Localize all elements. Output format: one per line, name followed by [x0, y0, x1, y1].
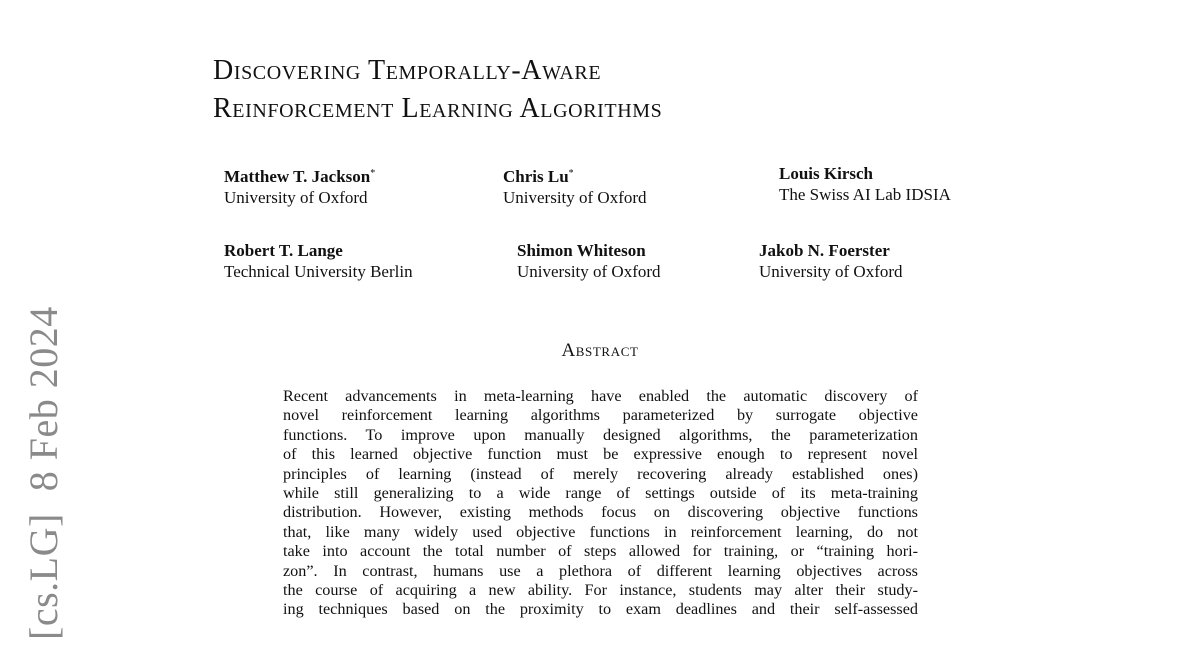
abstract-line: principles of learning (instead of merely recovering already established ones) — [283, 464, 918, 483]
paper-title-line-1: Discovering Temporally-Aware — [213, 55, 602, 86]
abstract-line: ing techniques based on the proximity to exam deadlines and their self-assessed — [283, 600, 918, 619]
abstract-line: zon”. In contrast, humans use a plethora of different learning objectives across — [283, 561, 918, 580]
author-name: Matthew T. Jackson — [224, 167, 371, 186]
author-name: Chris Lu — [503, 167, 569, 186]
author-block — [517, 240, 661, 282]
abstract-line: the course of acquiring a new ability. For instance, students may alter their study- — [283, 580, 918, 599]
abstract-line: of this learned objective function must be expressive enough to represent novel — [283, 445, 918, 464]
arxiv-category: [cs.LG] — [21, 513, 66, 640]
arxiv-date: 8 Feb 2024 — [21, 306, 66, 492]
author-affiliation: University of Oxford — [759, 262, 903, 281]
author-name: Jakob N. Foerster — [759, 241, 890, 260]
author-block — [779, 163, 951, 205]
author-affiliation: Technical University Berlin — [224, 262, 413, 281]
abstract-line: that, like many widely used objective functions in reinforcement learning, do not — [283, 522, 918, 541]
author-block — [224, 163, 375, 208]
abstract-line: while still generalizing to a wide range of settings outside of its meta-training — [283, 483, 918, 502]
author-affiliation: University of Oxford — [517, 262, 661, 281]
equal-contribution-mark: * — [370, 168, 376, 179]
author-block — [759, 240, 903, 282]
abstract-line: novel reinforcement learning algorithms parameterized by surrogate objective — [283, 406, 918, 425]
paper-title — [213, 52, 662, 128]
author-name: Louis Kirsch — [779, 164, 873, 183]
abstract-line: take into account the total number of steps allowed for training, or “training hori- — [283, 542, 918, 561]
author-name-line — [503, 163, 647, 187]
author-block — [503, 163, 647, 208]
author-affiliation: The Swiss AI Lab IDSIA — [779, 185, 951, 204]
abstract-heading: Abstract — [561, 340, 639, 361]
author-block — [224, 240, 413, 282]
author-affiliation: University of Oxford — [224, 188, 368, 207]
abstract-line: functions. To improve upon manually designed algorithms, the parameterization — [283, 425, 918, 444]
abstract-line: Recent advancements in meta-learning have enabled the automatic discovery of — [283, 387, 918, 405]
equal-contribution-mark: * — [568, 168, 574, 179]
author-name-line — [224, 163, 375, 187]
abstract-line: distribution. However, existing methods focus on discovering objective functions — [283, 503, 918, 522]
author-name: Robert T. Lange — [224, 241, 343, 260]
abstract-body — [283, 387, 918, 620]
paper-title-line-2: Reinforcement Learning Algorithms — [213, 93, 663, 124]
author-name: Shimon Whiteson — [517, 241, 646, 260]
author-affiliation: University of Oxford — [503, 188, 647, 207]
